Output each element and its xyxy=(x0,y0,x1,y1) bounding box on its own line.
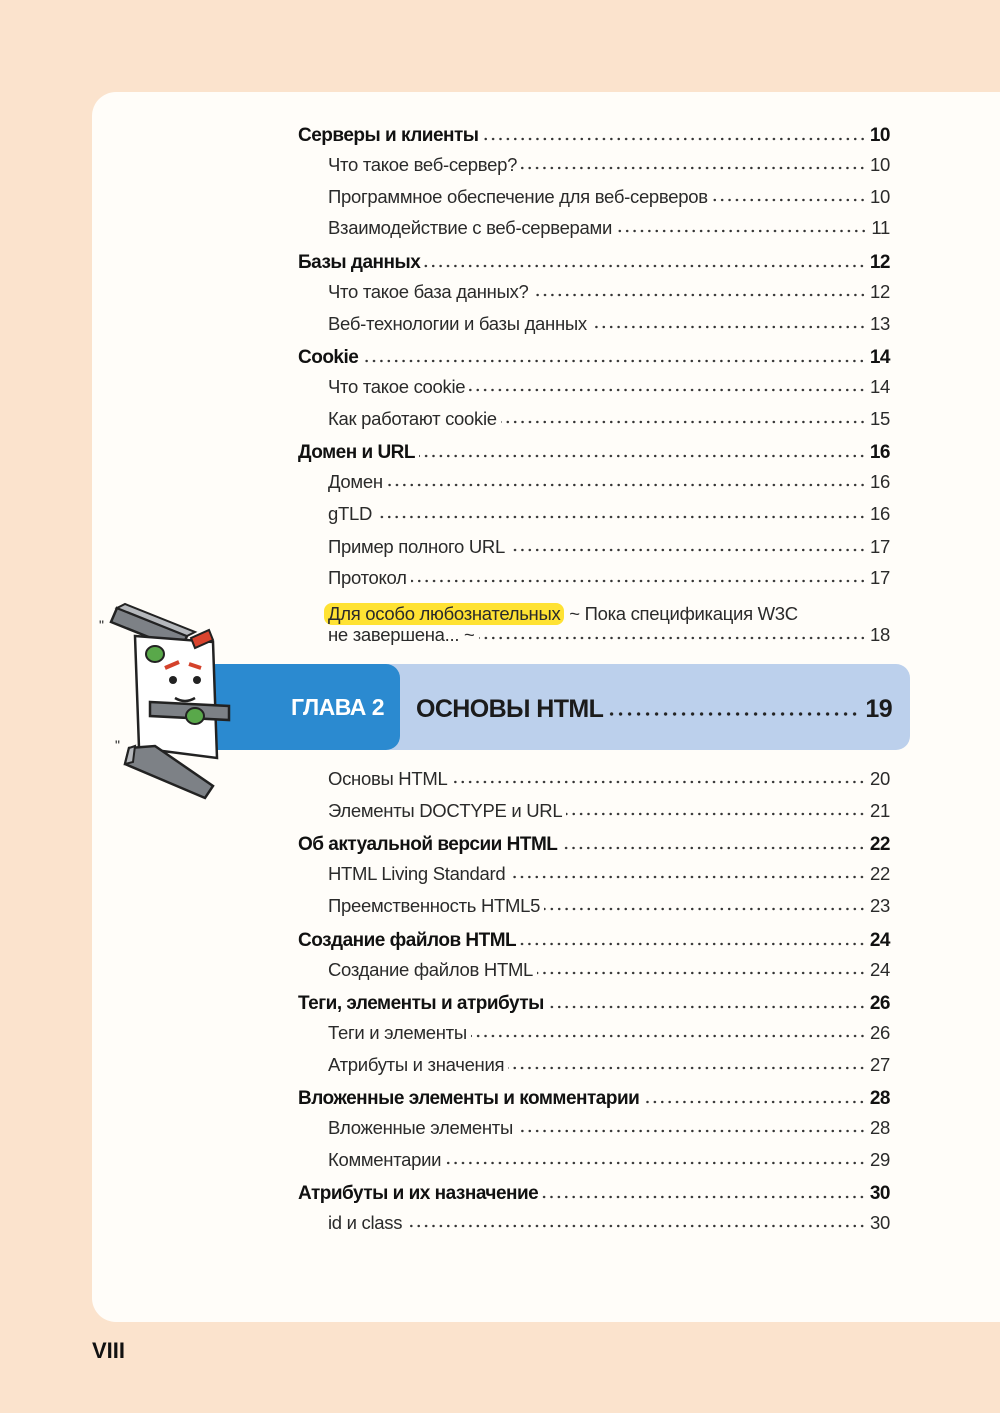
toc-entry-title: id и class xyxy=(328,1212,403,1233)
toc-entry-page: 10 xyxy=(870,186,890,207)
chapter-banner[interactable] xyxy=(210,664,910,750)
chapter-title: ОСНОВЫ HTML xyxy=(416,695,604,723)
toc-entry-title: Как работают cookie xyxy=(328,408,497,429)
chapter-title-row xyxy=(416,692,892,724)
toc-entry-sub[interactable] xyxy=(328,532,890,558)
toc-entry-page: 10 xyxy=(869,125,890,146)
toc-entry-title: Элементы DOCTYPE и URL xyxy=(328,800,563,821)
toc-entry-sub[interactable] xyxy=(328,563,890,589)
toc-entry-page: 18 xyxy=(870,624,890,645)
toc-entry-title: gTLD xyxy=(328,503,373,524)
toc-entry-title: Пример полного URL xyxy=(328,536,505,557)
toc-entry-sub[interactable] xyxy=(328,764,890,790)
toc-entry-main[interactable] xyxy=(298,989,890,1015)
toc-entry-title: Протокол xyxy=(328,567,407,588)
toc-entry-page: 11 xyxy=(871,217,890,238)
toc-entry-page: 30 xyxy=(870,1212,890,1233)
toc-entry-page: 22 xyxy=(869,834,890,855)
toc-entry-main[interactable] xyxy=(298,343,890,369)
toc-entry-page: 27 xyxy=(870,1054,890,1075)
toc-entry-special-line2[interactable] xyxy=(328,620,890,646)
toc-entry-page: 12 xyxy=(869,252,890,273)
toc-entry-title: Программное обеспечение для веб-серверов xyxy=(328,186,708,207)
toc-entry-title: Атрибуты и их назначение xyxy=(298,1183,539,1204)
toc-entry-title: Что такое cookie xyxy=(328,376,466,397)
dot-leader xyxy=(424,263,866,269)
toc-entry-page: 30 xyxy=(869,1183,890,1204)
dot-leader xyxy=(548,1004,866,1010)
toc-entry-page: 13 xyxy=(870,313,890,334)
toc-entry-title: Создание файлов HTML xyxy=(298,930,517,951)
toc-entry-sub[interactable] xyxy=(328,891,890,917)
dot-leader xyxy=(508,1065,866,1071)
toc-entry-sub[interactable] xyxy=(328,150,890,176)
dot-leader xyxy=(566,811,866,817)
toc-entry-title: Вложенные элементы и комментарии xyxy=(298,1088,640,1109)
toc-entry-sub[interactable] xyxy=(328,1018,890,1044)
toc-entry-page: 16 xyxy=(869,442,890,463)
dot-leader xyxy=(471,1033,866,1039)
toc-entry-title: Создание файлов HTML xyxy=(328,959,534,980)
toc-entry-title: Cookie xyxy=(298,347,359,368)
dot-leader xyxy=(517,1128,866,1134)
dot-leader xyxy=(387,482,866,488)
toc-entry-page: 16 xyxy=(870,471,890,492)
toc-entry-title: Основы HTML xyxy=(328,768,448,789)
dot-leader xyxy=(362,358,866,364)
dot-leader xyxy=(451,779,866,785)
toc-entry-page: 26 xyxy=(869,993,890,1014)
toc-entry-page: 28 xyxy=(869,1088,890,1109)
toc-entry-page: 15 xyxy=(870,408,890,429)
highlight-label: Для особо любознательных xyxy=(324,603,564,625)
toc-entry-sub[interactable] xyxy=(328,1145,890,1171)
toc-entry-page: 14 xyxy=(870,376,890,397)
toc-entry-sub[interactable] xyxy=(328,213,890,239)
dot-leader xyxy=(544,906,866,912)
toc-entry-page: 29 xyxy=(870,1149,890,1170)
toc-entry-page: 16 xyxy=(870,503,890,524)
toc-entry-page: 21 xyxy=(870,800,890,821)
dot-leader xyxy=(712,197,866,203)
dot-leader xyxy=(542,1194,866,1200)
toc-entry-sub[interactable] xyxy=(328,499,890,525)
toc-entry-main[interactable] xyxy=(298,121,890,147)
dot-leader xyxy=(609,710,859,718)
toc-entry-title: Теги, элементы и атрибуты xyxy=(298,993,544,1014)
chapter-label: ГЛАВА 2 xyxy=(210,664,400,750)
toc-entry-title: Взаимодействие с веб-серверами xyxy=(328,217,612,238)
toc-entry-main[interactable] xyxy=(298,248,890,274)
toc-entry-title: Домен и URL xyxy=(298,442,416,463)
dot-leader xyxy=(419,453,866,459)
dot-leader xyxy=(533,292,867,298)
toc-entry-page: 20 xyxy=(870,768,890,789)
toc-entry-sub[interactable] xyxy=(328,1113,890,1139)
toc-entry-sub[interactable] xyxy=(328,309,890,335)
dot-leader xyxy=(479,635,867,641)
toc-entry-title: не завершена... ~ xyxy=(328,624,475,645)
toc-entry-title: Вложенные элементы xyxy=(328,1117,513,1138)
dot-leader xyxy=(520,941,866,947)
toc-entry-main[interactable] xyxy=(298,1179,890,1205)
toc-entry-page: 17 xyxy=(870,567,890,588)
page-number: VIII xyxy=(92,1338,126,1363)
dot-leader xyxy=(469,387,866,393)
toc-entry-title: Что такое база данных? xyxy=(328,281,529,302)
toc-entry-title: Серверы и клиенты xyxy=(298,125,479,146)
toc-entry-sub[interactable] xyxy=(328,1050,890,1076)
dot-leader xyxy=(561,845,865,851)
dot-leader xyxy=(509,874,866,880)
svg-text:": " xyxy=(99,617,104,633)
toc-entry-title: Атрибуты и значения xyxy=(328,1054,505,1075)
toc-entry-sub[interactable] xyxy=(328,467,890,493)
toc-entry-main[interactable] xyxy=(298,1084,890,1110)
toc-entry-page: 12 xyxy=(870,281,890,302)
toc-entry-sub[interactable] xyxy=(328,182,890,208)
toc-entry-title: Об актуальной версии HTML xyxy=(298,834,558,855)
toc-entry-main[interactable] xyxy=(298,438,890,464)
toc-entry-page: 14 xyxy=(869,347,890,368)
toc-entry-page: 28 xyxy=(870,1117,890,1138)
dot-leader xyxy=(445,1160,866,1166)
dot-leader xyxy=(521,165,866,171)
toc-entry-page: 17 xyxy=(870,536,890,557)
toc-entry-title: Теги и элементы xyxy=(328,1022,467,1043)
dot-leader xyxy=(406,1223,866,1229)
toc-entry-title: Домен xyxy=(328,471,383,492)
toc-entry-page: 22 xyxy=(870,863,890,884)
toc-entry-main[interactable] xyxy=(298,830,890,856)
dot-leader xyxy=(643,1099,866,1105)
dot-leader xyxy=(537,970,866,976)
dot-leader xyxy=(376,514,866,520)
toc-entry-title: HTML Living Standard xyxy=(328,863,506,884)
dot-leader xyxy=(591,324,866,330)
toc-entry-title: Что такое веб-сервер? xyxy=(328,154,518,175)
toc-entry-title: Веб-технологии и базы данных xyxy=(328,313,587,334)
toc-entry-sub[interactable] xyxy=(328,859,890,885)
toc-entry-page: 24 xyxy=(869,930,890,951)
toc-entry-page: 23 xyxy=(870,895,890,916)
dot-leader xyxy=(483,136,866,142)
toc-entry-title: Базы данных xyxy=(298,252,421,273)
html-tag-mascot-illustration xyxy=(95,598,245,803)
toc-entry-main[interactable] xyxy=(298,926,890,952)
toc-entry-page: 10 xyxy=(870,154,890,175)
toc-entry-sub[interactable] xyxy=(328,277,890,303)
toc-entry-sub[interactable] xyxy=(328,1208,890,1234)
toc-entry-title: Комментарии xyxy=(328,1149,442,1170)
toc-entry-sub[interactable] xyxy=(328,372,890,398)
chapter-page: 19 xyxy=(865,695,892,723)
toc-entry-sub[interactable] xyxy=(328,404,890,430)
dot-leader xyxy=(411,578,866,584)
toc-entry-title: ~ Пока спецификация W3C xyxy=(564,603,798,624)
dot-leader xyxy=(616,228,867,234)
toc-entry-sub[interactable] xyxy=(328,796,890,822)
dot-leader xyxy=(501,419,866,425)
svg-text:": " xyxy=(115,737,120,753)
dot-leader xyxy=(509,547,866,553)
toc-entry-page: 26 xyxy=(870,1022,890,1043)
toc-entry-sub[interactable] xyxy=(328,955,890,981)
toc-entry-title: Преемственность HTML5 xyxy=(328,895,541,916)
toc-entry-page: 24 xyxy=(870,959,890,980)
